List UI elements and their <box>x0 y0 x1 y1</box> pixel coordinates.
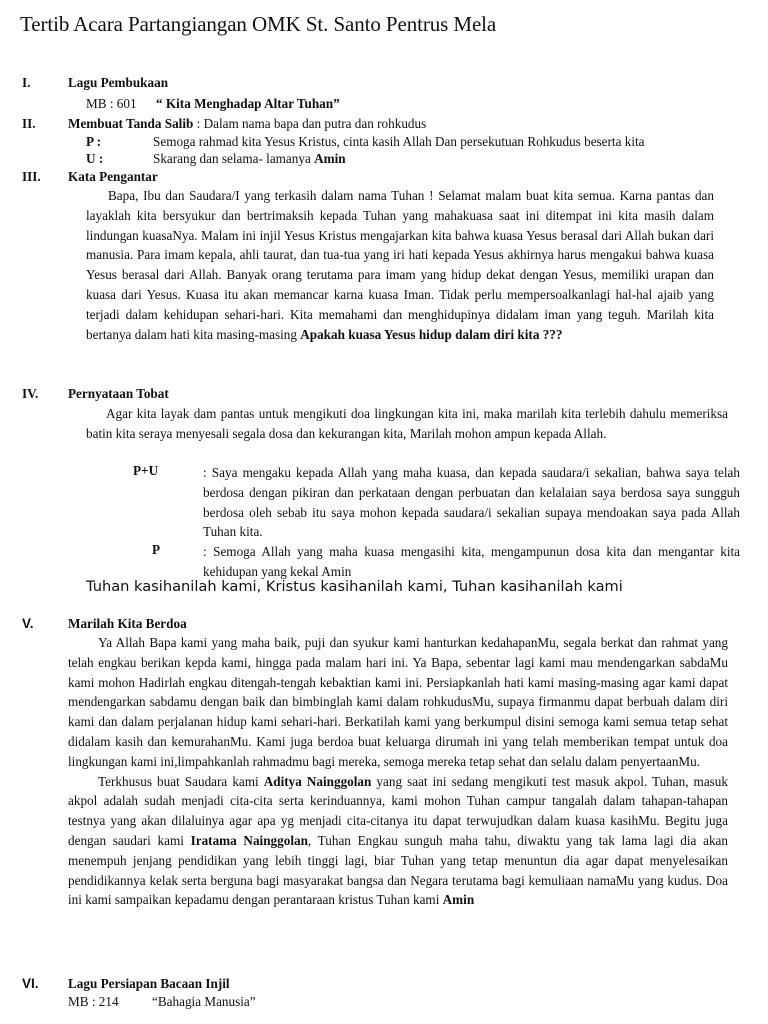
penitential-intro-paragraph <box>86 404 728 444</box>
confiteor-text: : Saya mengaku kepada Allah yang maha kuasa, dan kepada saudara/i sekalian, bahwa saya telah berdosa dengan pikiran dan perkataan dengan perbuatan dan kelalaian saya berdosa saya sungguh berdosa oleh sebab itu saya mohon kepada saudara/i sekalian supaya mendoakan saya pada Allah Tuhan kita. <box>203 465 740 540</box>
section-heading-2-rest: : Dalam nama bapa dan putra dan rohkudus <box>193 116 427 131</box>
people-text-main: Skarang dan selama- lamanya <box>153 151 315 166</box>
prayer-p2-a: Terkhusus buat Saudara kami <box>98 773 264 789</box>
section-heading-6: Lagu Persiapan Bacaan Injil <box>68 976 230 991</box>
section-number-5: V. <box>22 616 34 631</box>
absolution-text: : Semoga Allah yang maha kuasa mengasihi kita, mengampunun dosa kita dan mengantar kita kehidupan yang kekal Amin <box>203 544 740 579</box>
prayer-name-iratama: Iratama Nainggolan <box>190 832 308 848</box>
penitential-intro-text: Agar kita layak dam pantas untuk mengikuti doa lingkungan kita ini, maka marilah kita terlebih dahulu memeriksa batin kita seraya menyesali segala dosa dan kekurangan kita, Marilah mohon ampun kepada Allah. <box>86 406 728 441</box>
prayer-p2-c: yang saat ini sedang mengikuti test masuk akpol. Tuhan, masuk akpol adalah sudah menjadi cita-cita serta kerinduannya, kami mohon Tuhan campur tangalah dalam tahapan-tahapan testnya yang akan dilaluinya agar apa yg menjadi cita-citanya itu dapat terwujudkan dalam kuasa kasihMu. Begitu juga dengan saudari kami <box>68 773 728 848</box>
opening-words-text: Bapa, Ibu dan Saudara/I yang terkasih dalam nama Tuhan ! Selamat malam buat kita semua. Karna pantas dan layaklah kita bersyukur dan bertrimaksih kepada Tuhan yang mahakuasa saat ini ditempat ini kita masih dalam lindungan kuasaNya. Malam ini injil Yesus Kristus mengajarkan kita bahwa kuasa Yesus berasal dari Allah bukan dari manusia. Para imam kepala, ahli taurat, dan tua-tua yang iri hati kepada Yesus akhirnya harus mengakui bahwa kuasa Yesus berasal dari Allah. Banyak orang terutama para imam yang hidup dekat dengan Yesus, memiliki urapan dan kuasa dari Yesus. Kuasa itu akan memancar karna kuasa Iman. Tidak perlu mempersoalkanlagi hal-hal ajaib yang terjadi dalam kehidupan sehari-hari. Kita memahami dan menghidupinya didalam iman yang teguh. Marilah kita bertanya dalam hati kita masing-masing <box>86 188 714 342</box>
prayer-paragraph-1: Ya Allah Bapa kami yang maha baik, puji dan syukur kami hanturkan kedahapanMu, segala berkat dan rahmat yang telah engkau berikan kepda kami, hingga pada malam hari ini. Ya Bapa, sebentar lagi kami mau mendengarkan sabdaMu kami mohon Hadirlah engkau ditengah-tengah kebaktian kami ini. Persiapkanlah hati kami masing-masing agar kami dapat mendengarkan sabdamu dengan baik dan bimbinglah kami dalam rohkudusMu, supaya firmanmu dapat berbuah dalam diri kami dan dalam perjalanan hidup kami sehari-hari. Berkatilah kami yang berkumpul disini semoga kami semua tetap sehat didalam kasih dan kemurahanMu. Kami juga berdoa buat keluarga dirumah ini yang telah memberikan tempat untuk doa lingkungan kami ini,limpahkanlah rahmadmu bagi mereka, semoga mereka tetap sehat dan selalu dalam penyertaanMu. <box>68 635 728 769</box>
kyrie-line: Tuhan kasihanilah kami, Kristus kasihanilah kami, Tuhan kasihanilah kami <box>86 578 623 595</box>
song-book-number-6: MB : 214 <box>68 994 119 1009</box>
section-number-3: III. <box>22 169 41 184</box>
prayer-p2-e: , Tuhan Engkau sunguh maha tahu, diwaktu yang tak lama lagi dia akan menempuh jenjang pendidikan yang lebih tinggi lagi, biar Tuhan yang tetap menuntun dia agar dapat menyelesaikan pendidikannya kelak serta berguna bagi masyarakat bangsa dan Negara terutama bagi kemuliaan namaMu yang kudus. Doa ini kami sampaikan kepadamu dengan perantaraan kristus Tuhan kami <box>68 832 728 908</box>
section-number-2: II. <box>22 116 36 131</box>
prayer-paragraphs <box>68 633 728 910</box>
document-title: Tertib Acara Partangiangan OMK St. Santo Pentrus Mela <box>20 12 497 36</box>
song-title-6: “Bahagia Manusia” <box>152 994 256 1009</box>
absolution-label: P <box>152 542 161 557</box>
priest-text: Semoga rahmad kita Yesus Kristus, cinta kasih Allah Dan persekutuan Rohkudus beserta kita <box>153 134 645 149</box>
opening-words-question: Apakah kuasa Yesus hidup dalam diri kita ??? <box>300 326 563 342</box>
section-number-1: I. <box>22 75 31 90</box>
section-number-6: VI. <box>22 976 39 991</box>
prayer-paragraph-2 <box>68 772 728 911</box>
section-heading-5: Marilah Kita Berdoa <box>68 616 187 631</box>
song-book-number-1: MB : 601 <box>86 96 137 111</box>
confiteor-label: P+U <box>133 463 159 478</box>
opening-words-paragraph <box>86 186 714 344</box>
section-heading-1: Lagu Pembukaan <box>68 75 169 90</box>
section-heading-2-bold: Membuat Tanda Salib <box>68 116 194 131</box>
section-heading-4: Pernyataan Tobat <box>68 386 169 401</box>
people-text <box>153 151 346 167</box>
prayer-name-aditya: Aditya Nainggolan <box>263 773 372 789</box>
section-heading-3: Kata Pengantar <box>68 169 158 184</box>
people-label: U : <box>86 151 104 166</box>
section-number-4: IV. <box>22 386 39 401</box>
people-text-amen: Amin <box>314 151 346 166</box>
section-heading-2 <box>68 116 426 132</box>
priest-label: P : <box>86 134 102 149</box>
prayer-amen: Amin <box>442 892 475 908</box>
song-title-1: “ Kita Menghadap Altar Tuhan” <box>156 96 340 111</box>
